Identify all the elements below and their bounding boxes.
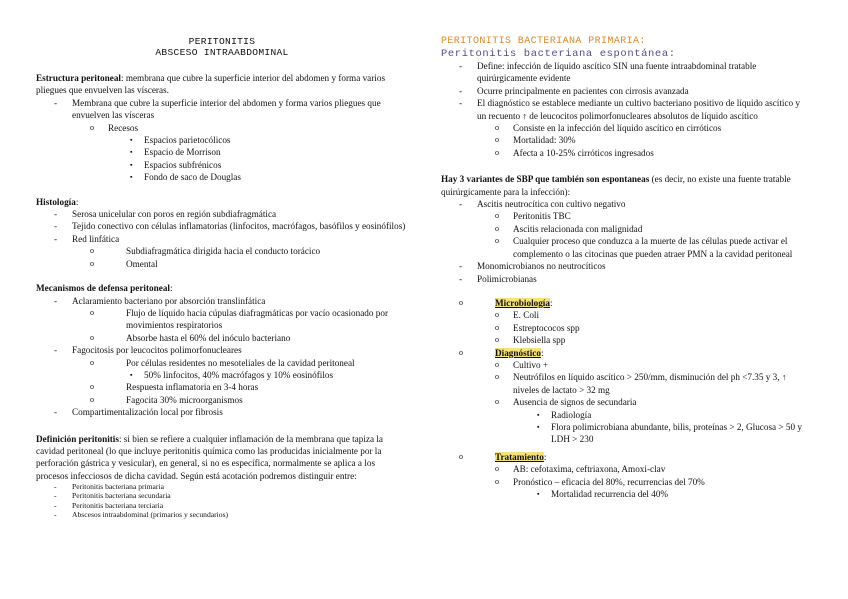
list-item: - Tejido conectivo con células inflamatorias (linfocitos, macrófagos, basófilos y eosinófilos) xyxy=(54,221,406,232)
right-column xyxy=(441,36,811,500)
list-item: o Ascitis relacionada con malignidad xyxy=(495,223,643,234)
estructura-paragraph xyxy=(36,72,408,97)
list-item: ▪ Espacios parietocólicos xyxy=(130,135,231,146)
list-item: - Monomicrobianos no neutrocíticos xyxy=(459,261,606,272)
section-mecanismos: Mecanismos de defensa peritoneal: - Aclaramiento bacteriano por absorción translinfática o Flujo de líquido hacia cúpulas diafragmáticas por vacío ocasionado por movimientos respiratorios o Absorbe hasta el 60% del inóculo bacteriano - Fagocitosis por leucocitos polimorfonucleares o Por células residentes no mesoteliales de la cavidad peritoneal ▪ 50% linfocitos, 40% macrófagos y 10% eosinófilos o Respuesta inflamatoria en 3-4 horas o Fagocita 30% microorganismos - Compartimentalización local por fibrosis xyxy=(36,282,408,418)
list-item: - Red linfática xyxy=(54,233,120,244)
tratamiento-label: Tratamiento xyxy=(495,451,544,462)
list-item: - Polimicrobianas xyxy=(459,273,537,284)
definicion-label: Definición peritonitis xyxy=(36,433,119,444)
list-item: ▪ Flora polimicrobiana abundante, bilis, proteínas > 2, Glucosa > 50 y LDH > 230 xyxy=(537,421,802,445)
list-item: o Mortalidad: 30% xyxy=(495,135,576,146)
list-item: o Absorbe hasta el 60% del inóculo bacteriano xyxy=(90,332,291,343)
list-item: - Define: infección de líquido ascítico SIN una fuente intraabdominal tratable quirúrgicamente evidente xyxy=(459,61,757,84)
section-tratamiento xyxy=(441,451,811,501)
list-item: o E. Coli xyxy=(495,310,540,321)
section-variantes: Hay 3 variantes de SBP que también son espontaneas (es decir, no existe una fuente tratable quirúrgicamente para la infección): - Ascitis neutrocítica con cultivo negativo o Peritonitis TBC o Ascitis relacionada con malignidad o Cualquier proceso que conduzca a la muerte de las células puede activar el complemento o las citocinas que pueden atraer PMN a la cavidad peritoneal - Monomicrobianos no neutrocíticos - Polimicrobianas xyxy=(441,173,811,285)
list-item: - El diagnóstico se establece mediante un cultivo bacteriano positivo de líquido ascítico y un recuento ↑ de leucocitos polimorfonucleares absolutos de líquido ascítico xyxy=(459,98,801,121)
section-histologia: Histología: - Serosa unicelular con poros en región subdiafragmática - Tejido conectivo con células inflamatorias (linfocitos, macrófagos, basófilos y eosinófilos) - Red linfática o Subdiafragmática dirigida hacia el conducto torácico o Omental xyxy=(36,196,408,270)
list-item: o Cualquier proceso que conduzca a la muerte de las células puede activar el complemento o las citocinas que pueden atraer PMN a la cavidad peritoneal xyxy=(495,236,793,259)
list-item: - Ocurre principalmente en pacientes con cirrosis avanzada xyxy=(459,85,689,96)
section-definicion xyxy=(36,433,408,519)
list-item: ▪ Espacios subfrénicos xyxy=(130,159,222,170)
doc-subtitle: ABSCESO INTRAABDOMINAL xyxy=(155,47,289,58)
list-item: - Abscesos intraabdominal (primarios y secundarios) xyxy=(54,509,229,519)
list-item: - Ascitis neutrocítica con cultivo negativo xyxy=(459,199,626,210)
list-item: o Microbiología: xyxy=(459,297,553,308)
list-item: ▪ Mortalidad recurrencia del 40% xyxy=(537,489,669,499)
list-item: o Afecta a 10-25% cirróticos ingresados xyxy=(495,147,654,158)
mecanismos-label: Mecanismos de defensa peritoneal xyxy=(36,283,170,294)
list-item: o Recesos xyxy=(90,122,139,133)
list-item: o AB: cefotaxima, ceftriaxona, Amoxi-clav xyxy=(495,464,666,475)
list-item: o Tratamiento: xyxy=(459,451,547,462)
list-item: o Cultivo + xyxy=(495,359,549,370)
list-item: ▪ 50% linfocitos, 40% macrófagos y 10% eosinófilos xyxy=(130,369,334,380)
list-item: o Estreptococos spp xyxy=(495,322,580,333)
list-item: o Por células residentes no mesoteliales de la cavidad peritoneal xyxy=(90,357,355,368)
list-item: o Klebsiella spp xyxy=(495,335,566,346)
list-item: - Compartimentalización local por fibrosis xyxy=(54,407,223,418)
list-item: o Peritonitis TBC xyxy=(495,211,571,222)
list-item: o Neutrófilos en líquido ascítico > 250/mm, disminución del ph <7.35 y 3, ↑ niveles de lactato > 32 mg xyxy=(495,372,787,395)
list-item: - Peritonitis bacteriana terciaria xyxy=(54,500,164,510)
list-item: o Fagocita 30% microorganismos xyxy=(90,394,243,405)
list-item: o Consiste en la infección del líquido ascítico en cirróticos xyxy=(495,123,722,134)
section-microbiologia xyxy=(441,297,811,446)
histologia-label: Histología xyxy=(36,196,76,207)
list-item: ▪ Radiología xyxy=(537,409,592,420)
section-estructura xyxy=(36,72,408,184)
list-item: ▪ Fondo de saco de Douglas xyxy=(130,172,241,183)
list-item: ▪ Espacio de Morrison xyxy=(130,147,221,158)
definicion-paragraph: Definición peritonitis: si bien se refiere a cualquier inflamación de la membrana que tapiza la cavidad peritoneal (lo que incluye peritonitis química como las producidas inicialmente por la perforación gástrica y vesicular), en general, si no es específica, normalmente se aplica a los procesos infecciosos de dicha cavidad. Según está acotación podremos distinguir entre: xyxy=(36,433,383,481)
section-subheading: Peritonitis bacteriana espontánea: xyxy=(441,48,676,60)
estructura-text: : membrana que cubre la superficie interior del abdomen y forma varios pliegues que envuelven las vísceras. xyxy=(36,73,386,96)
list-item: o Subdiafragmática dirigida hacia el conducto torácico xyxy=(90,246,321,257)
list-item: o Diagnóstico: xyxy=(459,347,544,358)
list-item: o Ausencia de signos de secundaria xyxy=(495,397,637,408)
estructura-label: Estructura peritoneal xyxy=(36,73,121,83)
section-heading: PERITONITIS BACTERIANA PRIMARIA: xyxy=(441,36,646,47)
microbiologia-label: Microbiología xyxy=(495,297,550,308)
list-item: o Respuesta inflamatoria en 3-4 horas xyxy=(90,382,259,393)
list-item: o Pronóstico – eficacia del 80%, recurrencias del 70% xyxy=(495,476,705,487)
list-item: - Peritonitis bacteriana secundaria xyxy=(54,491,171,501)
list-item: - Membrana que cubre la superficie interior del abdomen y forma varios pliegues que envuelven las vísceras xyxy=(54,97,381,121)
left-column xyxy=(36,36,408,519)
doc-title: PERITONITIS xyxy=(188,36,256,47)
list-item: o Omental xyxy=(90,258,158,269)
list-item: - Fagocitosis por leucocitos polimorfonucleares xyxy=(54,345,242,356)
diagnostico-label: Diagnóstico xyxy=(495,347,541,358)
list-item: - Aclaramiento bacteriano por absorción translinfática xyxy=(54,295,266,306)
variantes-label: Hay 3 variantes de SBP que también son espontaneas xyxy=(441,174,650,185)
list-item: o Flujo de líquido hacia cúpulas diafragmáticas por vacío ocasionado por movimientos respiratorios xyxy=(90,307,389,331)
list-item: - Peritonitis bacteriana primaria xyxy=(54,482,164,492)
list-item: - Serosa unicelular con poros en región subdiafragmática xyxy=(54,209,277,220)
